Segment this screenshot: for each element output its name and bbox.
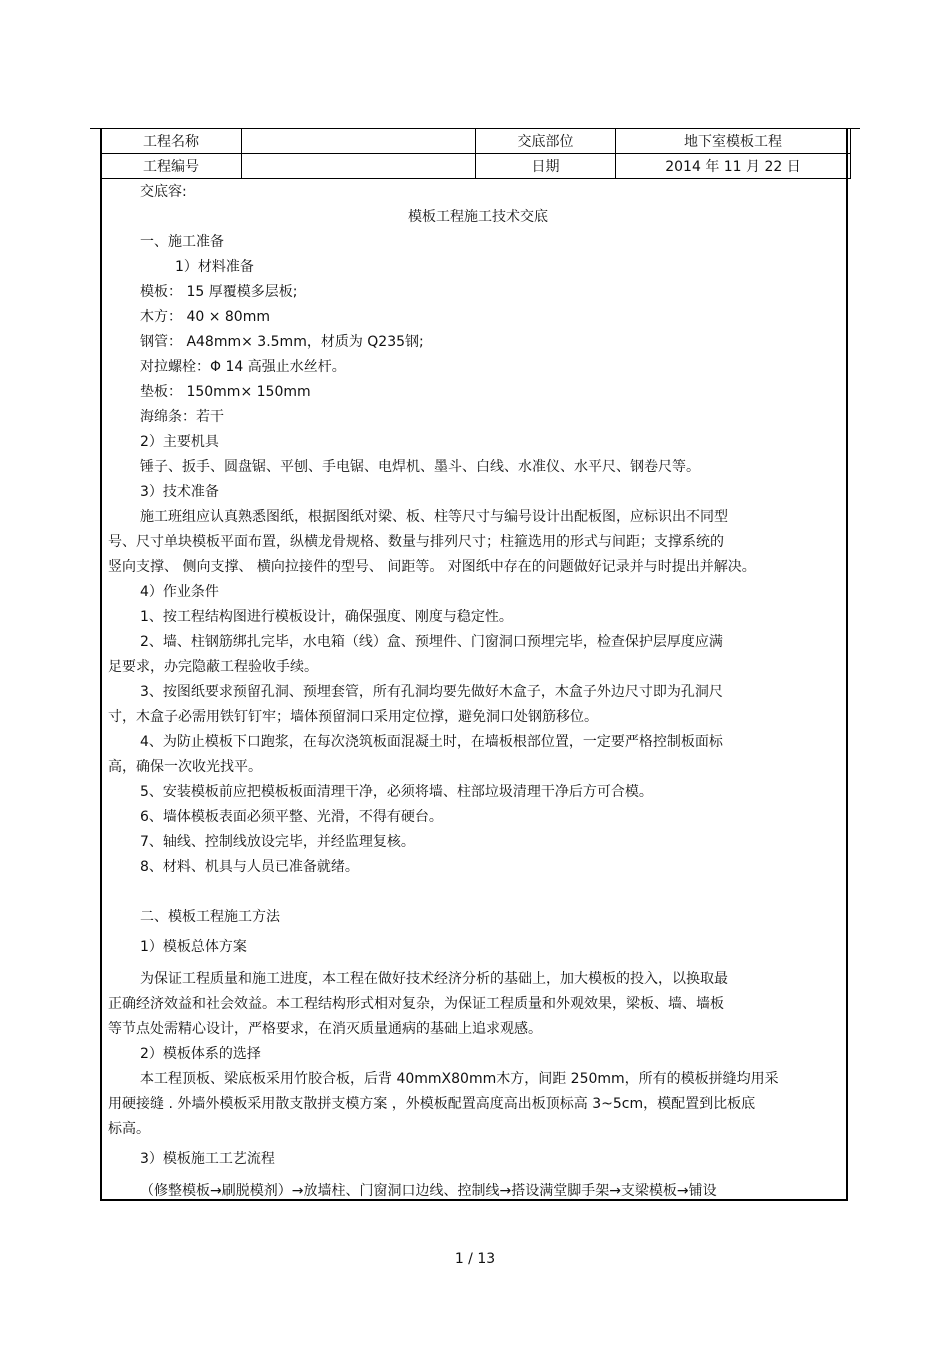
date-label: 日期 bbox=[476, 154, 616, 179]
body-line: 8、材料、机具与人员已准备就绪。 bbox=[140, 859, 359, 875]
body-line: 为保证工程质量和施工进度，本工程在做好技术经济分析的基础上，加大模板的投入，以换取最 bbox=[140, 971, 728, 987]
location-value: 地下室模板工程 bbox=[616, 129, 851, 154]
body-line: 对拉螺栓：Φ 14 高强止水丝杆。 bbox=[140, 359, 346, 375]
project-no-value bbox=[242, 154, 476, 179]
subsection-heading: 2）模板体系的选择 bbox=[140, 1046, 261, 1062]
body-line: 正确经济效益和社会效益。本工程结构形式相对复杂，为保证工程质量和外观效果，梁板、墙、墙板 bbox=[108, 996, 724, 1012]
subsection-heading: 1）材料准备 bbox=[175, 259, 254, 275]
header-row-2 bbox=[101, 154, 851, 179]
body-line: 竖向支撑、 侧向支撑、 横向拉接件的型号、 间距等。 对图纸中存在的问题做好记录并与时提出并解决。 bbox=[108, 559, 756, 575]
subsection-heading: 2）主要机具 bbox=[140, 434, 219, 450]
body-line: 交底容: bbox=[140, 184, 187, 200]
header-table bbox=[100, 128, 851, 179]
body-line: 等节点处需精心设计，严格要求，在消灭质量通病的基础上追求观感。 bbox=[108, 1021, 542, 1037]
location-label: 交底部位 bbox=[476, 129, 616, 154]
body-line: 号、尺寸单块模板平面布置，纵横龙骨规格、数量与排列尺寸；柱箍选用的形式与间距；支撑系统的 bbox=[108, 534, 724, 550]
body-line: 木方： 40 × 80mm bbox=[140, 309, 270, 325]
subsection-heading: 3）技术准备 bbox=[140, 484, 219, 500]
body-line: 用硬接缝 . 外墙外模板采用散支散拼支模方案 ，外模板配置高度高出板顶标高 3~5cm，模配置到比板底 bbox=[108, 1096, 756, 1112]
body-line: 锤子、扳手、圆盘锯、平刨、手电锯、电焊机、墨斗、白线、水准仪、水平尺、钢卷尺等。 bbox=[140, 459, 700, 475]
body-line: 3、按图纸要求预留孔洞、预埋套管，所有孔洞均要先做好木盒子，木盒子外边尺寸即为孔洞尺 bbox=[140, 684, 723, 700]
subsection-heading: 3）模板施工工艺流程 bbox=[140, 1151, 275, 1167]
body-line: 4、为防止模板下口跑浆，在每次浇筑板面混凝土时，在墙板根部位置，一定要严格控制板面标 bbox=[140, 734, 723, 750]
body-line: 模板： 15 厚覆模多层板; bbox=[140, 284, 298, 300]
subsection-heading: 4）作业条件 bbox=[140, 584, 219, 600]
body-line: 垫板： 150mm× 150mm bbox=[140, 384, 311, 400]
section-heading: 一、施工准备 bbox=[140, 234, 224, 250]
body-line: 2、墙、柱钢筋绑扎完毕，水电箱（线）盒、预埋件、门窗洞口预埋完毕，检查保护层厚度应满 bbox=[140, 634, 723, 650]
project-name-value bbox=[242, 129, 476, 154]
body-line: 1、按工程结构图进行模板设计，确保强度、刚度与稳定性。 bbox=[140, 609, 513, 625]
body-line: 施工班组应认真熟悉图纸，根据图纸对梁、板、柱等尺寸与编号设计出配板图，应标识出不同型 bbox=[140, 509, 728, 525]
body-line: 本工程顶板、梁底板采用竹胶合板，后背 40mmX80mm木方，间距 250mm，所有的模板拼缝均用采 bbox=[140, 1071, 779, 1087]
body-line: 标高。 bbox=[108, 1121, 150, 1137]
date-value: 2014 年 11 月 22 日 bbox=[616, 154, 851, 179]
body-line: 海绵条：若干 bbox=[140, 409, 224, 425]
body-line: 5、安装模板前应把模板板面清理干净，必须将墙、柱部垃圾清理干净后方可合模。 bbox=[140, 784, 653, 800]
body-line: 6、墙体模板表面必须平整、光滑，不得有硬台。 bbox=[140, 809, 443, 825]
section-heading: 二、模板工程施工方法 bbox=[140, 909, 280, 925]
body-line: 高，确保一次收光找平。 bbox=[108, 759, 262, 775]
project-no-label: 工程编号 bbox=[101, 154, 242, 179]
body-line: 寸，木盒子必需用铁钉钉牢；墙体预留洞口采用定位撑，避免洞口处钢筋移位。 bbox=[108, 709, 598, 725]
header-row-1 bbox=[101, 129, 851, 154]
body-line: 7、轴线、控制线放设完毕，并经监理复核。 bbox=[140, 834, 415, 850]
page-indicator: 1 / 13 bbox=[454, 1251, 496, 1267]
body-line: （修整模板→刷脱模剂）→放墙柱、门窗洞口边线、控制线→搭设满堂脚手架→支梁模板→铺设 bbox=[140, 1183, 717, 1199]
doc-title: 模板工程施工技术交底 bbox=[408, 209, 548, 225]
body-line: 足要求，办完隐蔽工程验收手续。 bbox=[108, 659, 318, 675]
body-line: 钢管： A48mm× 3.5mm，材质为 Q235钢; bbox=[140, 334, 424, 350]
subsection-heading: 1）模板总体方案 bbox=[140, 939, 247, 955]
project-name-label: 工程名称 bbox=[101, 129, 242, 154]
